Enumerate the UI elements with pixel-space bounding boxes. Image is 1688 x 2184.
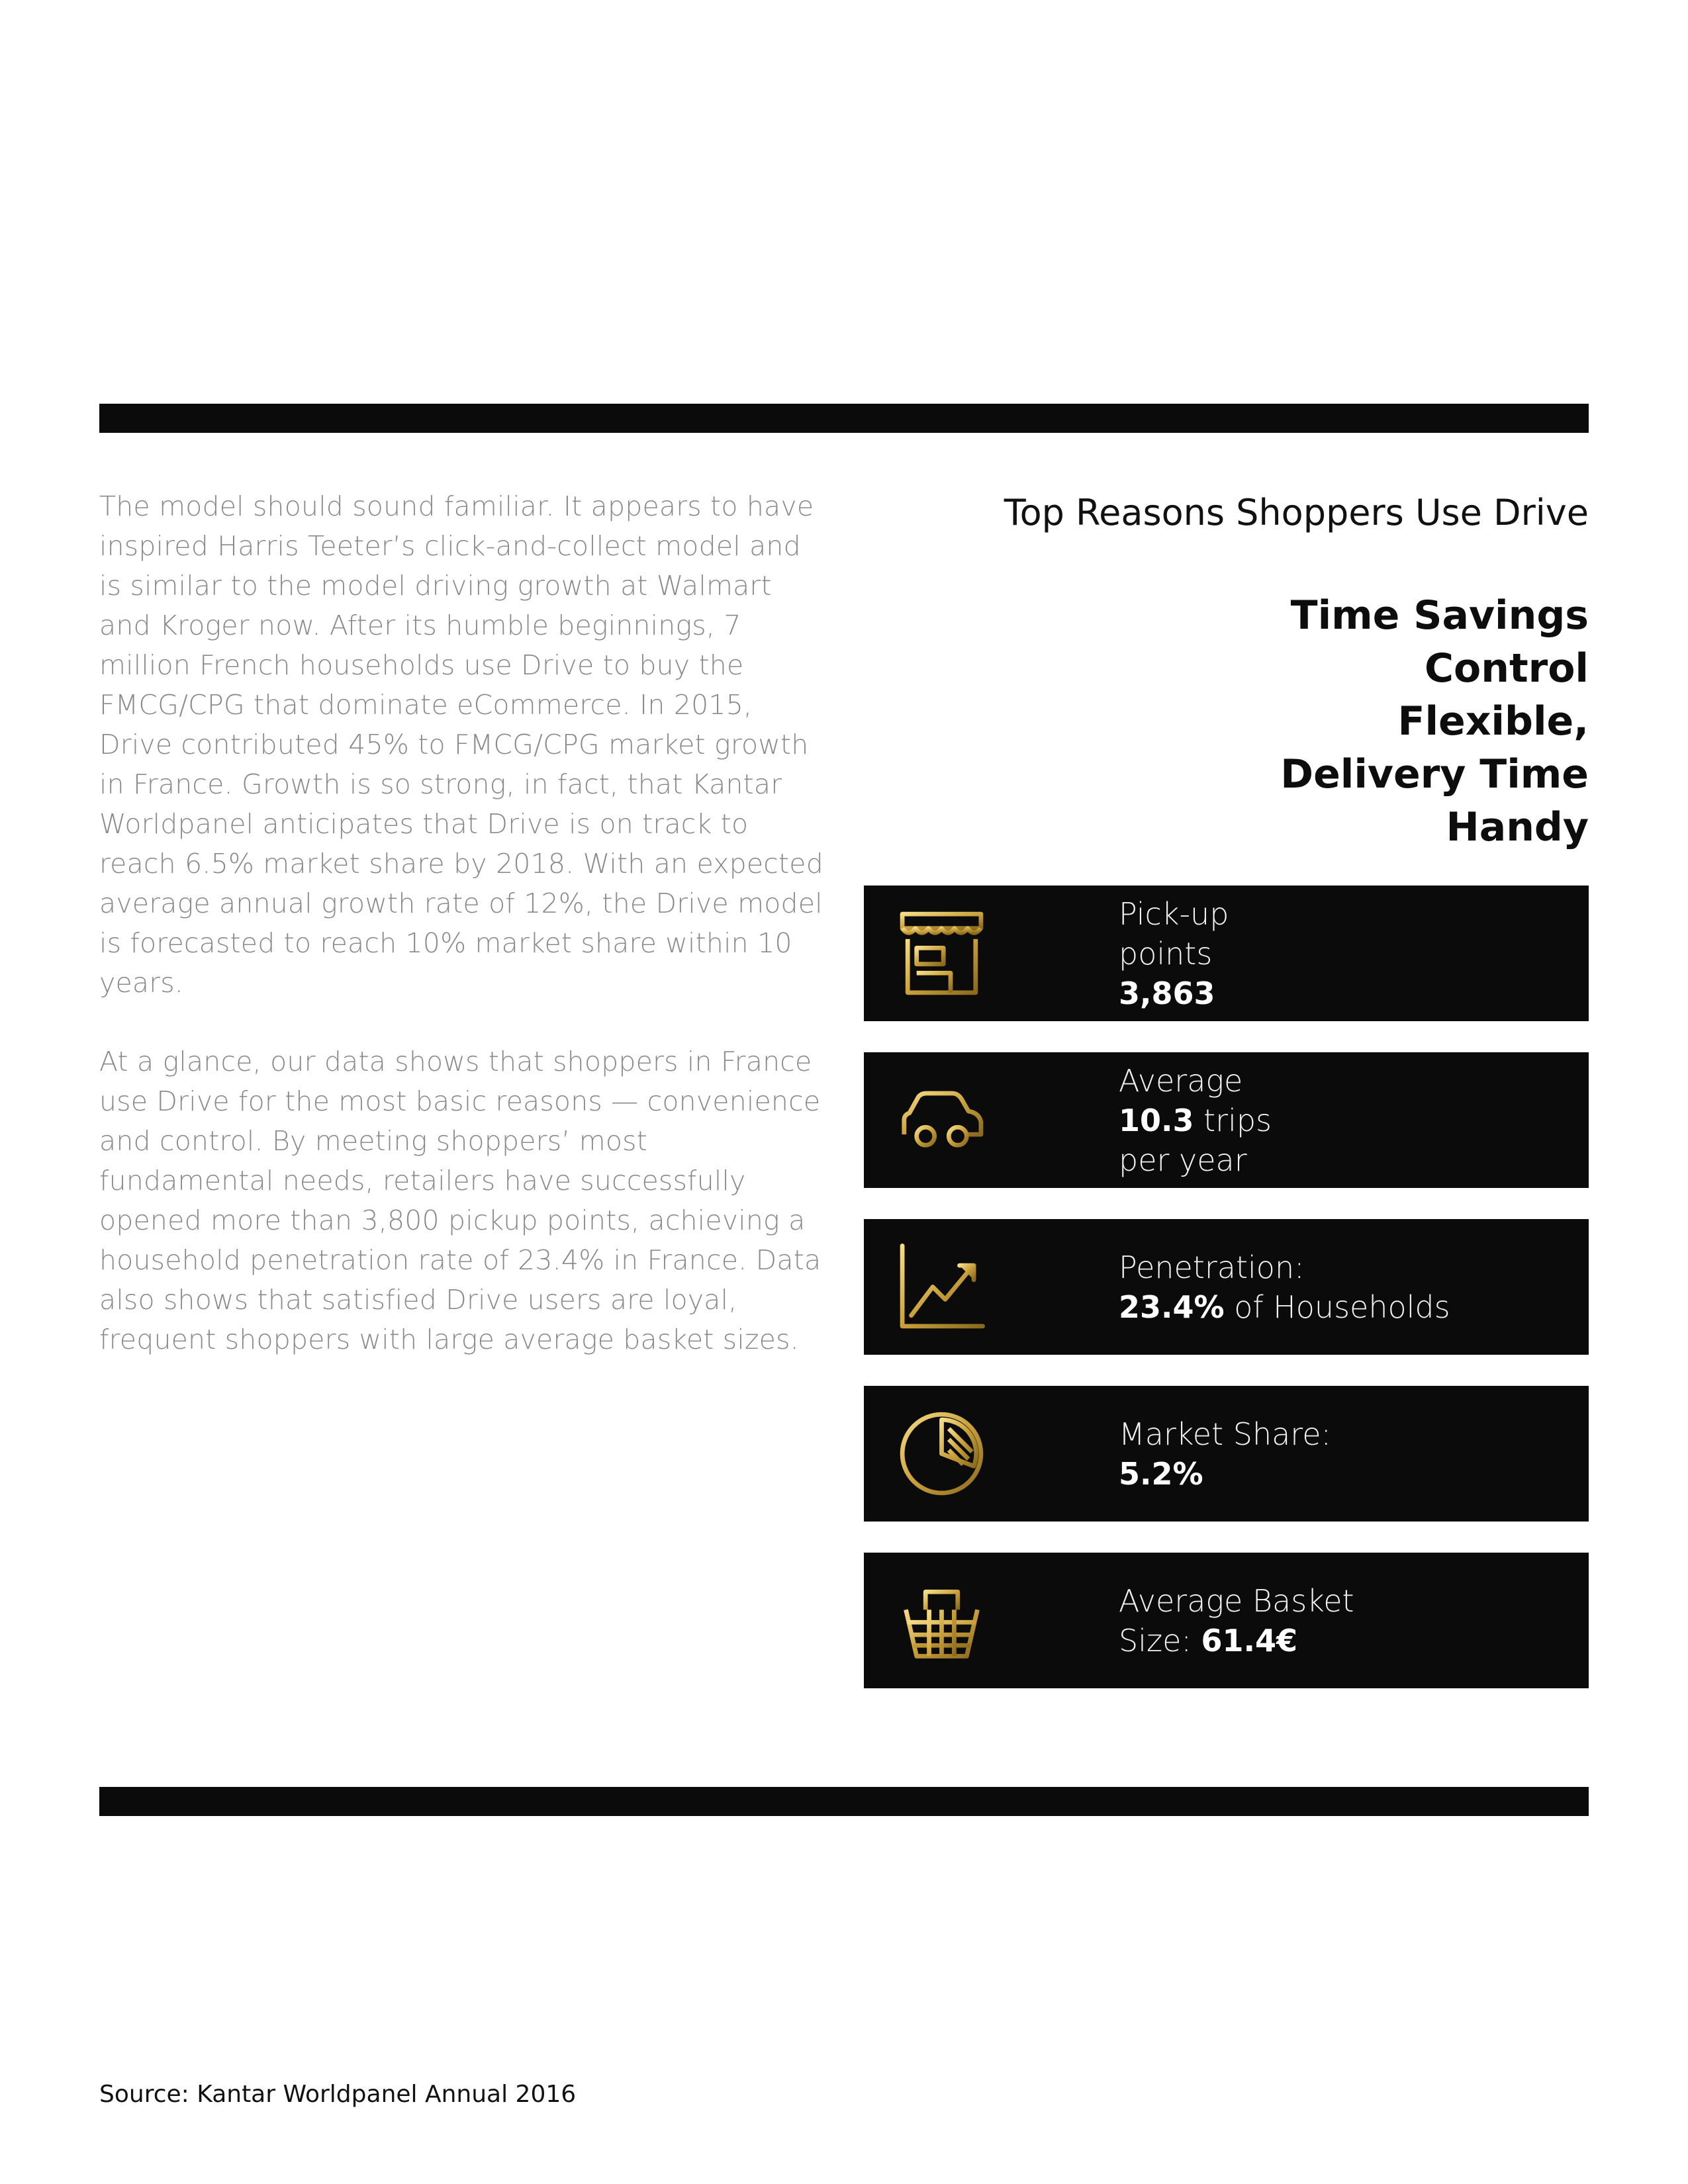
reason-item: Handy: [1446, 804, 1589, 850]
source-citation: Source: Kantar Worldpanel Annual 2016: [99, 2081, 577, 2108]
stat-card-market-share: [864, 1386, 1589, 1522]
stat-label: Market Share:: [1119, 1416, 1331, 1452]
reason-item: Delivery Time: [1280, 751, 1589, 797]
stat-label: Average: [1119, 1062, 1243, 1099]
reason-item: Time Savings: [1290, 592, 1589, 639]
stat-card-average-trips: [864, 1052, 1589, 1188]
stat-text: [1119, 1386, 1569, 1522]
stat-text: [1119, 1219, 1569, 1355]
stat-value: 10.3: [1119, 1102, 1194, 1138]
body-text-column: [99, 486, 827, 1398]
body-paragraph: The model should sound familiar. It appears to have inspired Harris Teeter’s click-and-collect model and is similar to the model driving growth at Walmart and Kroger now. After its humble beginnings, 7 million French households use Drive to buy the FMCG/CPG that dominate eCommerce. In 2015, Drive contributed 45% to FMCG/CPG market growth in France. Growth is so strong, in fact, that Kantar Worldpanel anticipates that Drive is on track to reach 6.5% market share by 2018. With an expected average annual growth rate of 12%, the Drive model is forecasted to reach 10% market share within 10 years.: [99, 490, 823, 999]
reason-item: Flexible,: [1397, 698, 1589, 745]
stat-card-average-basket: [864, 1553, 1589, 1688]
stat-text: [1119, 1553, 1569, 1688]
stat-label: Penetration:: [1119, 1249, 1305, 1285]
basket-icon: [897, 1576, 986, 1665]
pie-chart-icon: [897, 1409, 986, 1498]
stat-text: [1119, 886, 1569, 1021]
reason-item: Control: [1424, 645, 1589, 692]
bottom-divider-bar: [99, 1787, 1589, 1816]
stat-value: 23.4%: [1119, 1289, 1225, 1325]
storefront-icon: [897, 909, 986, 998]
reasons-heading: Top Reasons Shoppers Use Drive: [1004, 492, 1589, 533]
stat-value: 5.2%: [1119, 1455, 1203, 1492]
stat-text: [1119, 1052, 1569, 1188]
stat-label: per year: [1119, 1142, 1247, 1178]
stat-label: points: [1119, 935, 1213, 972]
stat-label: trips: [1194, 1102, 1272, 1138]
stat-card-pickup-points: [864, 886, 1589, 1021]
top-divider-bar: [99, 404, 1589, 433]
stat-label: Average Basket: [1119, 1582, 1354, 1619]
stat-label: of Households: [1224, 1289, 1450, 1325]
reasons-list: [927, 589, 1589, 854]
body-paragraph: At a glance, our data shows that shoppers in France use Drive for the most basic reasons — convenience and control. By meeting shoppers’ most fundamental needs, retailers have successfully opened more than 3,800 pickup points, achieving a household penetration rate of 23.4% in France. Data also shows that satisfied Drive users are loyal, frequent shoppers with large average basket sizes.: [99, 1046, 821, 1355]
growth-chart-icon: [897, 1242, 986, 1332]
stat-label: Size:: [1119, 1622, 1201, 1659]
stat-value: 61.4€: [1201, 1622, 1298, 1659]
car-icon: [897, 1075, 986, 1165]
stat-card-penetration: [864, 1219, 1589, 1355]
stat-label: Pick-up: [1119, 895, 1229, 932]
stat-value: 3,863: [1119, 975, 1215, 1011]
